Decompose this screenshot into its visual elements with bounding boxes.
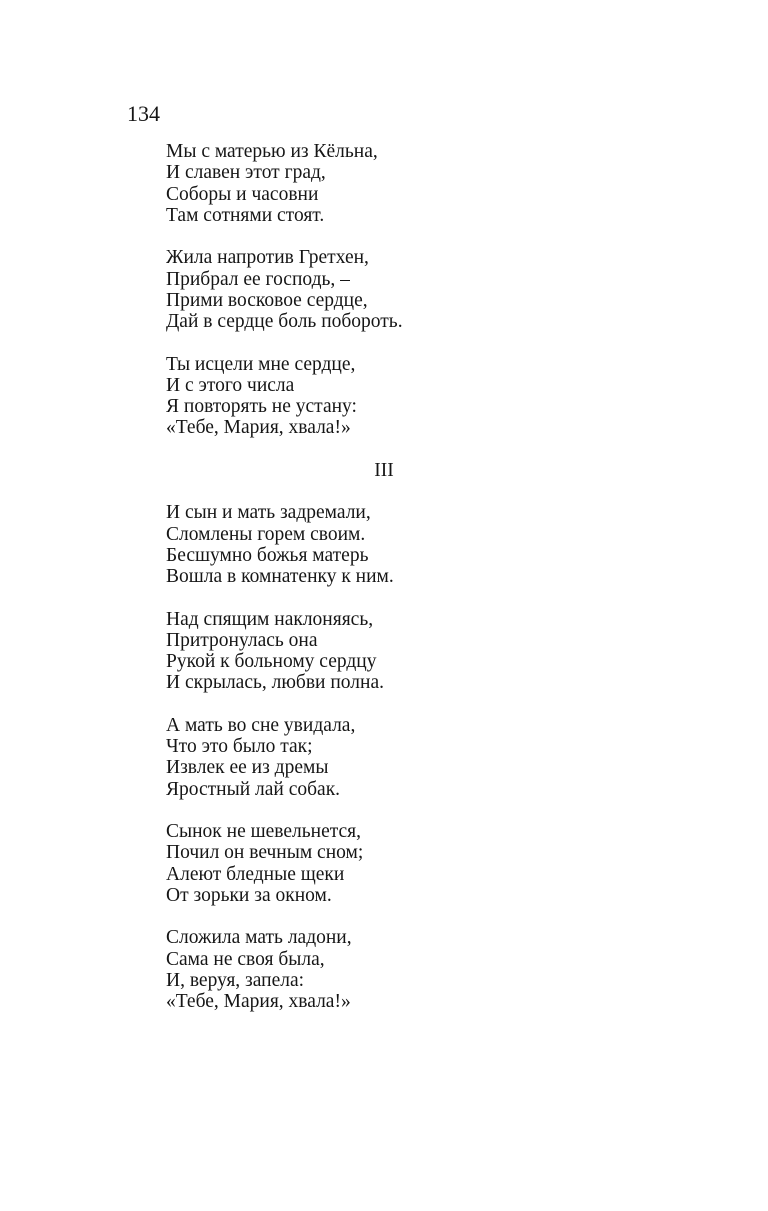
poem-line: И скрылась, любви полна.: [166, 672, 384, 694]
stanza: [166, 927, 768, 1012]
poem-line: Сложила мать ладони,: [166, 927, 352, 949]
poem-line: И, веруя, запела:: [166, 969, 305, 991]
poem-line: Соборы и часовни: [166, 183, 319, 205]
poem-line: Яростный лай собак.: [166, 778, 341, 800]
poem-line: Я повторять не устану:: [166, 396, 357, 417]
stanza: [166, 247, 768, 332]
stanza: [166, 354, 768, 439]
poem-line: Сынок не шевельнется,: [166, 821, 361, 842]
stanza: [166, 821, 768, 906]
poem-line: От зорьки за окном.: [166, 884, 332, 906]
poem-line: «Тебе, Мария, хвала!»: [166, 417, 351, 439]
poem-line: Сама не своя была,: [166, 948, 325, 970]
poem-body: [0, 141, 768, 1034]
poem-line: Что это было так;: [166, 736, 313, 757]
poem-line: Там сотнями стоят.: [166, 204, 325, 226]
poem-line: Над спящим наклоняясь,: [166, 608, 374, 630]
poem-line: И сын и мать задремали,: [166, 502, 371, 524]
stanza: [166, 502, 768, 587]
stanza: [166, 715, 768, 800]
poem-line: Рукой к больному сердцу: [166, 651, 377, 672]
poem-line: Притронулась она: [166, 629, 318, 651]
poem-line: Сломлены горем своим.: [166, 523, 366, 545]
page-number: 134: [127, 101, 160, 126]
poem-line: А мать во сне увидала,: [166, 714, 356, 736]
poem-line: Почил он вечным сном;: [166, 842, 364, 864]
stanza: [166, 141, 768, 226]
poem-line: Мы с матерью из Кёльна,: [166, 141, 378, 162]
poem-line: Извлек ее из дремы: [166, 757, 329, 779]
poem-line: Ты исцели мне сердце,: [166, 353, 356, 375]
poem-line: Бесшумно божья матерь: [166, 544, 369, 566]
poem-line: Прибрал ее господь, –: [166, 268, 350, 290]
poem-line: «Тебе, Мария, хвала!»: [166, 991, 351, 1012]
poem-line: Прими восковое сердце,: [166, 289, 368, 311]
poem-line: И славен этот град,: [166, 162, 326, 184]
poem-line: Алеют бледные щеки: [166, 863, 345, 885]
section-heading: III: [374, 459, 394, 481]
poem-line: Дай в сердце боль побороть.: [166, 311, 403, 332]
poem-line: Жила напротив Гретхен,: [166, 247, 369, 269]
poem-line: Вошла в комнатенку к ним.: [166, 566, 394, 587]
poem-line: И с этого числа: [166, 374, 295, 396]
stanza: [166, 609, 768, 694]
